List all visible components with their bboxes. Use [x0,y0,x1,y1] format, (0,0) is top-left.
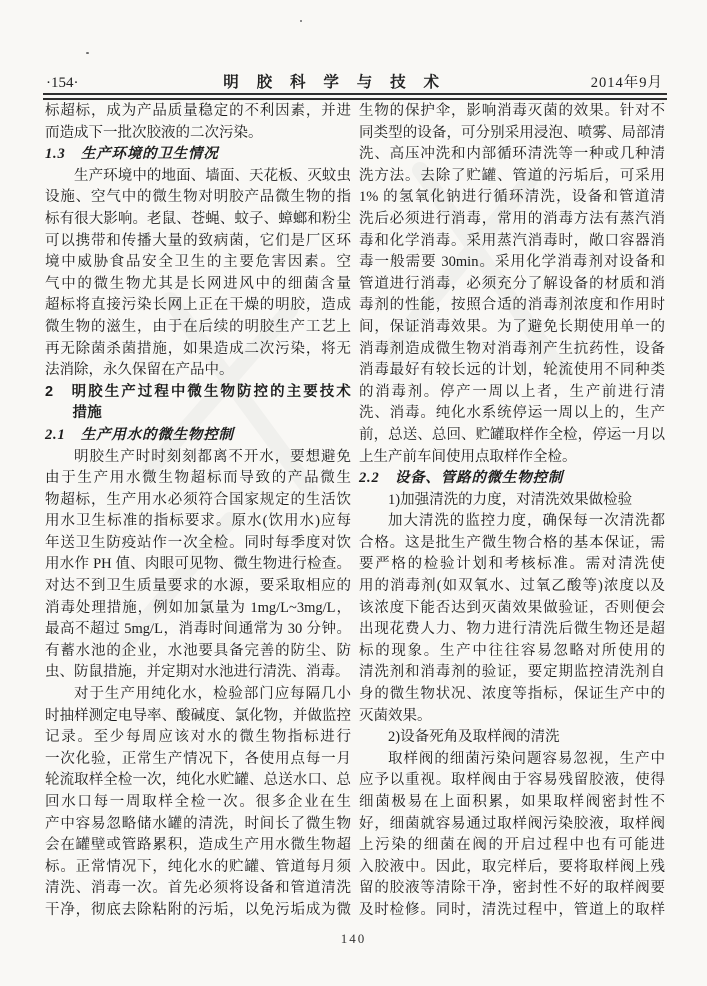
text-line: 要严格的检验计划和考核标准。需对清洗使 [359,556,665,573]
paragraph [45,166,351,382]
text-line: 入胶液中。因此，取完样后，要将取样阀上残 [359,858,665,875]
header-rule [43,93,667,100]
text-line: 超标将直接污染长网上正在干燥的明胶，造成 [45,297,351,314]
text-line: 明胶生产时时刻刻都离不开水，要想避免 [74,448,351,465]
text-line: 会在罐壁或管路累积，造成生产用水微生物超 [45,837,351,854]
text-line: 设施、空气中的微生物对明胶产品微生物的指 [45,189,351,206]
text-line: 清洗剂和消毒剂的验证，要定期监控清洗剂自 [359,664,665,681]
page-number: 140 [340,931,367,946]
text-line: 气中的微生物尤其是长网进风中的细菌含量 [45,275,351,292]
text-line: 2 明胶生产过程中微生物防控的主要技术 [45,383,351,400]
scan-speck [86,52,89,54]
text-line: 洗、高压冲洗和内部循环清洗等一种或几种清 [359,146,665,163]
text-line: 法消除，永久保留在产品中。 [45,362,234,379]
text-line: 标有很大影响。老鼠、苍蝇、蚊子、蟑螂和粉尘 [45,210,351,227]
text-line: 管道进行消毒，必须充分了解设备的材质和消 [359,275,665,292]
paragraph [359,727,665,749]
text-line: 再无除菌杀菌措施，如果造成二次污染，将无 [45,340,351,357]
left-column [45,101,351,922]
text-line: 及时检修。同时，清洗过程中，管道上的取样 [359,901,665,918]
section-heading [45,144,351,166]
header-page-label: ·154· [46,75,79,91]
paragraph [45,101,351,144]
text-line: 灭菌效果。 [359,707,432,724]
text-line: 微生物的滋生，由于在后续的明胶生产工艺上 [45,318,351,335]
text-line: 轮流取样全检一次，纯化水贮罐、总送水口、总 [45,772,351,789]
text-line: 可以携带和传播大量的致病菌，它们是厂区环 [45,232,351,249]
text-line: 标超标，成为产品质量稳定的不利因素，并进 [45,103,351,119]
paragraph [359,101,665,468]
section-heading [45,425,351,447]
text-line: 上生产前车间使用点取样作全检。 [359,448,577,465]
text-line: 好，细菌就容易通过取样阀污染胶液，取样阀 [359,815,665,832]
text-line: 时抽样测定电导率、酸碱度、氯化物，并做监控 [45,707,351,724]
text-line: 而造成下一批次胶液的二次污染。 [45,124,263,141]
text-line: 一次化验，正常生产情况下，各使用点每一月 [45,750,351,767]
text-line: 留的胶液等清除干净，密封性不好的取样阀要 [359,880,665,897]
page-footer [0,931,707,947]
text-line: 标的现象。生产中往往容易忽略对所使用的 [359,642,665,659]
text-line: 上污染的细菌在阀的开启过程中也有可能进 [359,837,665,854]
text-line: 消毒最好有较长远的计划，轮流使用不同种类 [359,362,665,379]
right-column [359,101,665,922]
text-line: 消毒处理措施，例如加氯量为 1mg/L~3mg/L， [45,599,351,616]
paragraph [359,490,665,512]
text-line: 标。正常情况下，纯化水的贮罐、管道每月须 [45,858,351,875]
text-line: 洗、消毒。纯化水系统停运一周以上的，生产 [359,405,665,422]
text-line: 洗方法。去除了贮罐、管道的污垢后，可采用 [359,167,665,184]
text-line: 措施 [72,405,102,422]
text-line: 用的消毒剂(如双氧水、过氧乙酸等)浓度以及 [359,578,665,595]
text-line: 1% 的氢氧化钠进行循环清洗，设备和管道清 [359,189,665,206]
paragraph [45,447,351,685]
section-heading [45,382,351,425]
text-line: 最高不超过 5mg/L，消毒时间通常为 30 分钟。 [45,621,351,638]
text-line: 年送卫生防疫站作一次全检。同时每季度对饮 [45,534,351,551]
journal-title: 明 胶 科 学 与 技 术 [223,74,446,91]
text-line: 细菌极易在上面积累，如果取样阀密封性不 [359,794,665,810]
text-line: 1.3 生产环境的卫生情况 [45,146,219,163]
text-line: 产中容易忽略储水罐的清洗，时间长了微生物 [45,815,351,832]
text-line: 2.1 生产用水的微生物控制 [45,426,234,443]
text-line: 身的微生物状况、浓度等指标，保证生产中的 [359,686,665,703]
text-line: 清洗、消毒一次。首先必须将设备和管道清洗 [45,880,351,897]
text-line: 由于生产用水微生物超标而导致的产品微生 [45,470,351,487]
text-line: 对于生产用纯化水，检验部门应每隔几小 [74,686,351,703]
text-line: 应予以重视。取样阀由于容易残留胶液，使得 [359,772,665,789]
text-line: 加大清洗的监控力度，确保每一次清洗都 [388,513,665,530]
text-line: 该浓度下能否达到灭菌效果做验证，否则便会 [359,599,665,616]
text-line: 消毒剂造成微生物对消毒剂产生抗药性，设备 [359,340,665,357]
text-line: 生产环境中的地面、墙面、天花板、灭蚊虫 [74,167,351,184]
text-line: 虫、防鼠措施，并定期对水池进行清洗、消毒。 [45,664,350,681]
text-line: 物超标，生产用水必须符合国家规定的生活饮 [45,491,351,508]
text-line: 取样阀的细菌污染问题容易忽视，生产中 [388,750,665,767]
text-line: 回水口每一周取样全检一次。很多企业在生 [45,794,351,810]
text-line: 毒一般需要 30min。采用化学消毒剂对设备和 [359,254,665,271]
text-line: 同类型的设备，可分别采用浸泡、喷雾、局部清 [359,124,665,141]
text-line: 用水作 PH 值、肉眼可见物、微生物进行检查。 [45,556,351,573]
text-line: 合格。这是批生产微生物合格的基本保证，需 [359,534,665,551]
text-line: 前，总送、总回、贮罐取样作全检，停运一月以 [359,426,665,443]
page-header [46,70,663,90]
text-line: 生物的保护伞，影响消毒灭菌的效果。针对不 [359,103,665,119]
text-line: 对达不到卫生质量要求的水源，要采取相应的 [45,578,351,595]
text-line: 2.2 设备、管路的微生物控制 [359,470,564,487]
text-line: 洗后必须进行消毒，常用的消毒方法有蒸汽消 [359,210,665,227]
text-line: 记录。至少每周应该对水的微生物指标进行 [45,729,351,746]
text-line: 间，保证消毒效果。为了避免长期使用单一的 [359,318,665,335]
paragraph [359,511,665,727]
text-line: 毒和化学消毒。采用蒸汽消毒时，敞口容器消 [359,232,665,249]
paragraph [359,749,665,922]
text-line: 2)设备死角及取样阀的清洗 [388,729,560,746]
text-line: 出现花费人力、物力进行清洗后微生物还是超 [359,621,665,638]
issue-date: 2014年9月 [590,75,663,91]
scan-speck [300,20,302,22]
section-heading [359,468,665,490]
text-line: 1)加强清洗的力度，对清洗效果做检验 [388,491,633,508]
text-line: 境中威胁食品安全卫生的主要危害因素。空 [45,254,351,271]
text-line: 毒剂的性能，按照合适的消毒剂浓度和作用时 [359,297,665,314]
article-body [45,101,665,922]
text-line: 用水卫生标准的指标要求。原水(饮用水)应每 [45,513,351,530]
text-line: 干净，彻底去除粘附的污垢，以免污垢成为微 [45,901,351,918]
paragraph [45,684,351,922]
text-line: 有蓄水池的企业，水池要具备完善的防尘、防 [45,642,351,659]
text-line: 的消毒剂。停产一周以上者，生产前进行清 [359,383,665,400]
